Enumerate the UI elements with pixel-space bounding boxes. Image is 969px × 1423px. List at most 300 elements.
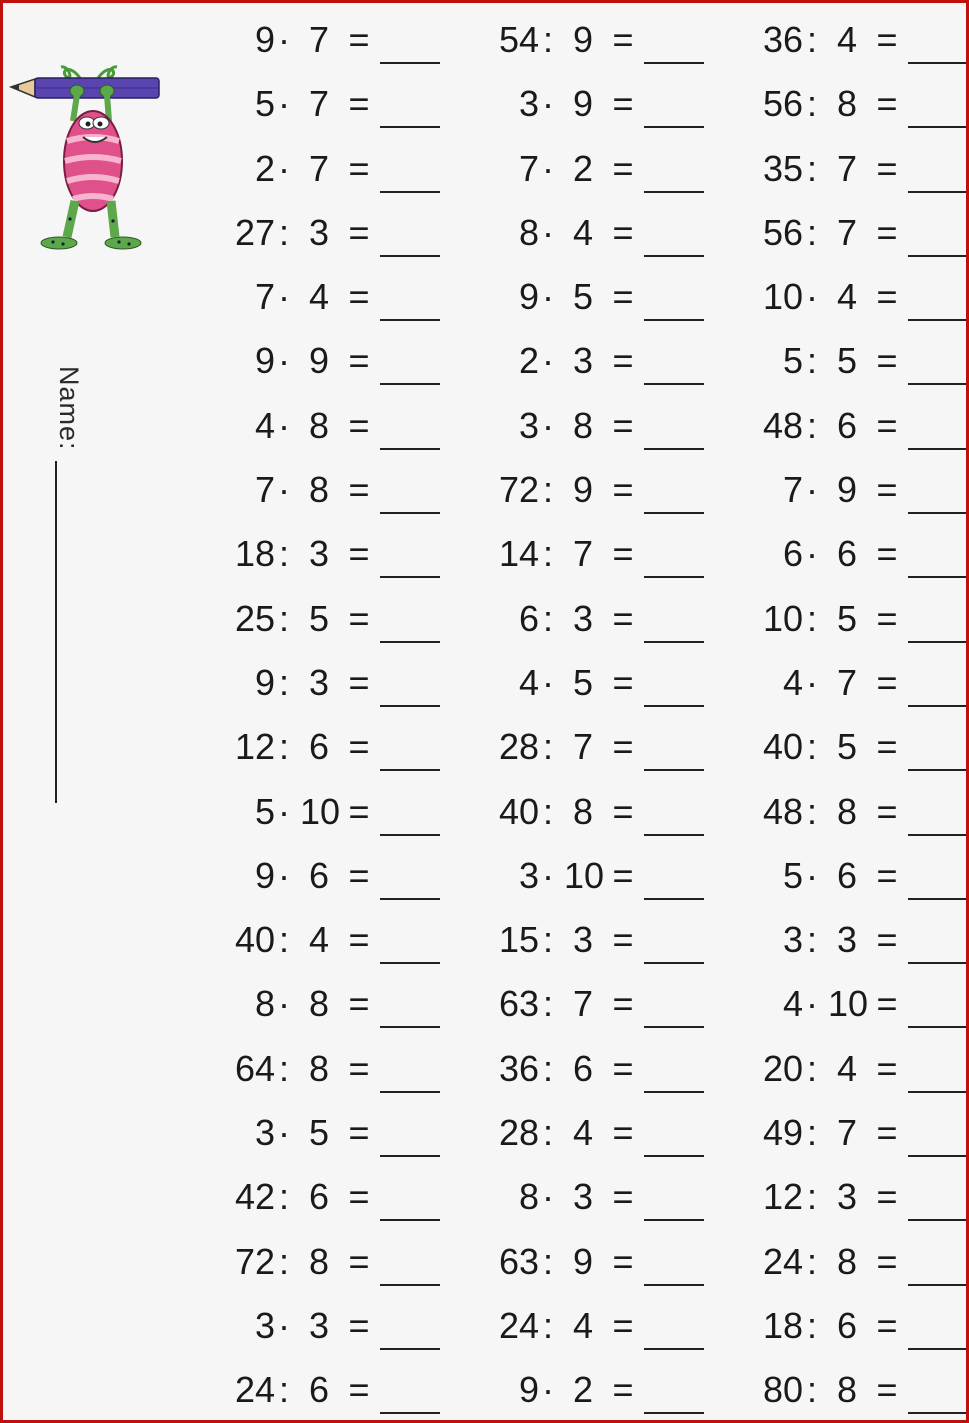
- operator: :: [806, 1369, 817, 1411]
- operator: ·: [542, 1369, 554, 1411]
- operand-a: 7: [782, 469, 803, 511]
- operator: :: [542, 1304, 553, 1346]
- operator: ·: [278, 276, 290, 318]
- operator: ·: [542, 661, 554, 703]
- operator: ·: [542, 83, 554, 125]
- answer-line[interactable]: [908, 1219, 968, 1221]
- answer-line[interactable]: [380, 1091, 440, 1093]
- problem-row: [487, 201, 747, 265]
- equals-sign: =: [612, 919, 634, 961]
- operand-a: 4: [782, 983, 803, 1025]
- problem-row: [751, 972, 969, 1036]
- operand-a: 27: [234, 211, 275, 253]
- answer-line[interactable]: [380, 512, 440, 514]
- equals-sign: =: [348, 597, 370, 639]
- operand-a: 24: [762, 1240, 803, 1282]
- operand-a: 9: [254, 854, 275, 896]
- problem-row: [487, 1101, 747, 1165]
- equals-sign: =: [612, 1304, 634, 1346]
- operator: ·: [806, 983, 818, 1025]
- operand-b: 3: [572, 919, 594, 961]
- answer-line[interactable]: [380, 641, 440, 643]
- operand-a: 63: [498, 983, 539, 1025]
- equals-sign: =: [876, 211, 898, 253]
- answer-line[interactable]: [644, 1091, 704, 1093]
- answer-line[interactable]: [644, 512, 704, 514]
- answer-line[interactable]: [380, 576, 440, 578]
- answer-line[interactable]: [908, 576, 968, 578]
- problem-row: [751, 1101, 969, 1165]
- operand-b: 9: [572, 83, 594, 125]
- operand-b: 4: [308, 276, 330, 318]
- answer-line[interactable]: [908, 1412, 968, 1414]
- answer-line[interactable]: [644, 641, 704, 643]
- operand-a: 18: [762, 1304, 803, 1346]
- operand-b: 9: [572, 19, 594, 60]
- operand-a: 5: [782, 854, 803, 896]
- equals-sign: =: [612, 469, 634, 511]
- operand-b: 4: [836, 276, 858, 318]
- operator: :: [278, 1047, 289, 1089]
- operator: :: [806, 919, 817, 961]
- answer-line[interactable]: [908, 705, 968, 707]
- operator: ·: [542, 211, 554, 253]
- problem-row: [223, 587, 483, 651]
- problem-column-1: [223, 8, 483, 1423]
- operand-b: 4: [836, 19, 858, 60]
- problem-row: [751, 1037, 969, 1101]
- answer-line[interactable]: [380, 1412, 440, 1414]
- problem-row: [751, 587, 969, 651]
- problem-row: [223, 8, 483, 72]
- operand-b: 8: [308, 983, 330, 1025]
- answer-line[interactable]: [644, 834, 704, 836]
- answer-line[interactable]: [908, 62, 968, 64]
- operator: :: [278, 533, 289, 575]
- operand-a: 5: [254, 790, 275, 832]
- answer-line[interactable]: [380, 383, 440, 385]
- answer-line[interactable]: [644, 1284, 704, 1286]
- operator: :: [542, 983, 553, 1025]
- answer-line[interactable]: [908, 1155, 968, 1157]
- operand-b: 6: [308, 726, 330, 768]
- problem-row: [487, 651, 747, 715]
- problem-row: [751, 908, 969, 972]
- operator: ·: [806, 276, 818, 318]
- equals-sign: =: [612, 661, 634, 703]
- operand-b: 7: [836, 1112, 858, 1154]
- operand-b: 6: [308, 1176, 330, 1218]
- operand-b: 9: [572, 469, 594, 511]
- operand-b: 7: [572, 533, 594, 575]
- operand-a: 7: [254, 276, 275, 318]
- equals-sign: =: [612, 83, 634, 125]
- operator: :: [806, 1240, 817, 1282]
- answer-line[interactable]: [380, 1219, 440, 1221]
- answer-line[interactable]: [380, 769, 440, 771]
- name-label: Name:: [54, 366, 84, 451]
- equals-sign: =: [876, 83, 898, 125]
- problem-row: [223, 780, 483, 844]
- equals-sign: =: [876, 1176, 898, 1218]
- equals-sign: =: [348, 726, 370, 768]
- operand-b: 6: [836, 533, 858, 575]
- equals-sign: =: [348, 983, 370, 1025]
- operand-b: 4: [572, 1112, 594, 1154]
- operand-b: 8: [572, 790, 594, 832]
- answer-line[interactable]: [644, 319, 704, 321]
- equals-sign: =: [876, 147, 898, 189]
- equals-sign: =: [876, 854, 898, 896]
- problem-row: [487, 394, 747, 458]
- answer-line[interactable]: [380, 1026, 440, 1028]
- equals-sign: =: [612, 1369, 634, 1411]
- problem-row: [223, 1294, 483, 1358]
- answer-line[interactable]: [644, 448, 704, 450]
- operand-a: 12: [234, 726, 275, 768]
- operand-b: 7: [836, 661, 858, 703]
- problem-row: [487, 522, 747, 586]
- operand-a: 54: [498, 19, 539, 60]
- operand-a: 35: [762, 147, 803, 189]
- equals-sign: =: [876, 1369, 898, 1411]
- operator: :: [278, 597, 289, 639]
- problem-row: [223, 1101, 483, 1165]
- equals-sign: =: [612, 1047, 634, 1089]
- problem-row: [487, 1358, 747, 1422]
- equals-sign: =: [876, 1112, 898, 1154]
- answer-line[interactable]: [908, 1284, 968, 1286]
- operand-b: 3: [572, 1176, 594, 1218]
- operand-a: 40: [234, 919, 275, 961]
- name-field[interactable]: [53, 366, 93, 806]
- answer-line[interactable]: [644, 705, 704, 707]
- problem-row: [487, 329, 747, 393]
- answer-line[interactable]: [908, 383, 968, 385]
- operator: :: [542, 597, 553, 639]
- equals-sign: =: [612, 790, 634, 832]
- operator: :: [278, 919, 289, 961]
- problem-row: [223, 458, 483, 522]
- operand-a: 9: [518, 1369, 539, 1411]
- equals-sign: =: [612, 1112, 634, 1154]
- operand-a: 18: [234, 533, 275, 575]
- equals-sign: =: [612, 276, 634, 318]
- answer-line[interactable]: [380, 126, 440, 128]
- problem-row: [223, 908, 483, 972]
- problem-row: [751, 458, 969, 522]
- operand-a: 9: [254, 661, 275, 703]
- equals-sign: =: [348, 1304, 370, 1346]
- problem-row: [751, 844, 969, 908]
- answer-line[interactable]: [644, 191, 704, 193]
- answer-line[interactable]: [380, 1155, 440, 1157]
- answer-line[interactable]: [380, 62, 440, 64]
- operator: :: [806, 19, 817, 60]
- problem-row: [223, 329, 483, 393]
- operator: :: [542, 1112, 553, 1154]
- answer-line[interactable]: [644, 62, 704, 64]
- equals-sign: =: [876, 533, 898, 575]
- problem-row: [751, 8, 969, 72]
- operand-b: 8: [308, 1240, 330, 1282]
- equals-sign: =: [348, 469, 370, 511]
- operator: :: [806, 1047, 817, 1089]
- problem-row: [751, 651, 969, 715]
- operand-b: 7: [308, 83, 330, 125]
- operand-a: 2: [254, 147, 275, 189]
- operand-a: 2: [518, 340, 539, 382]
- operand-a: 9: [254, 340, 275, 382]
- operator: ·: [806, 533, 818, 575]
- operator: :: [806, 597, 817, 639]
- problem-row: [751, 265, 969, 329]
- operand-a: 36: [762, 19, 803, 60]
- operand-b: 8: [836, 790, 858, 832]
- operand-b: 5: [836, 597, 858, 639]
- answer-line[interactable]: [908, 962, 968, 964]
- answer-line[interactable]: [380, 962, 440, 964]
- equals-sign: =: [876, 1047, 898, 1089]
- operand-b: 9: [308, 340, 330, 382]
- answer-line[interactable]: [908, 1091, 968, 1093]
- operand-a: 9: [254, 19, 275, 60]
- operator: :: [806, 726, 817, 768]
- operand-b: 3: [308, 661, 330, 703]
- equals-sign: =: [876, 404, 898, 446]
- problem-row: [751, 329, 969, 393]
- operator: ·: [542, 147, 554, 189]
- answer-line[interactable]: [908, 126, 968, 128]
- answer-line[interactable]: [380, 255, 440, 257]
- equals-sign: =: [612, 147, 634, 189]
- answer-line[interactable]: [380, 834, 440, 836]
- operand-a: 56: [762, 211, 803, 253]
- operator: :: [542, 19, 553, 60]
- equals-sign: =: [348, 790, 370, 832]
- operand-b: 8: [572, 404, 594, 446]
- operator: ·: [806, 854, 818, 896]
- operand-a: 28: [498, 726, 539, 768]
- operand-b: 8: [308, 404, 330, 446]
- problem-row: [487, 72, 747, 136]
- operand-a: 24: [498, 1304, 539, 1346]
- operand-a: 4: [254, 404, 275, 446]
- operand-b: 6: [836, 404, 858, 446]
- operand-a: 72: [234, 1240, 275, 1282]
- operand-a: 5: [782, 340, 803, 382]
- problem-row: [223, 1165, 483, 1229]
- operand-b: 7: [836, 147, 858, 189]
- answer-line[interactable]: [644, 898, 704, 900]
- equals-sign: =: [612, 211, 634, 253]
- problem-row: [487, 265, 747, 329]
- operand-a: 12: [762, 1176, 803, 1218]
- operand-b: 6: [308, 1369, 330, 1411]
- equals-sign: =: [348, 533, 370, 575]
- answer-line[interactable]: [908, 898, 968, 900]
- answer-line[interactable]: [908, 834, 968, 836]
- operand-a: 20: [762, 1047, 803, 1089]
- problem-row: [487, 844, 747, 908]
- equals-sign: =: [876, 661, 898, 703]
- answer-line[interactable]: [644, 383, 704, 385]
- equals-sign: =: [348, 276, 370, 318]
- operator: :: [542, 919, 553, 961]
- operand-b: 10: [299, 790, 341, 832]
- operand-b: 6: [836, 1304, 858, 1346]
- problem-row: [223, 844, 483, 908]
- answer-line[interactable]: [644, 1026, 704, 1028]
- equals-sign: =: [876, 983, 898, 1025]
- operand-b: 5: [572, 276, 594, 318]
- operand-b: 9: [836, 469, 858, 511]
- answer-line[interactable]: [380, 191, 440, 193]
- answer-line[interactable]: [644, 126, 704, 128]
- answer-line[interactable]: [644, 255, 704, 257]
- answer-line[interactable]: [644, 1412, 704, 1414]
- answer-line[interactable]: [908, 1348, 968, 1350]
- pencil-monster-illustration: [9, 51, 161, 256]
- operator: ·: [542, 340, 554, 382]
- problem-row: [751, 1230, 969, 1294]
- operand-a: 5: [254, 83, 275, 125]
- problem-row: [223, 137, 483, 201]
- equals-sign: =: [612, 533, 634, 575]
- equals-sign: =: [876, 340, 898, 382]
- problem-row: [487, 715, 747, 779]
- operator: :: [806, 790, 817, 832]
- answer-line[interactable]: [644, 769, 704, 771]
- operand-b: 3: [572, 597, 594, 639]
- operand-b: 5: [308, 597, 330, 639]
- operator: ·: [542, 404, 554, 446]
- operand-a: 8: [518, 211, 539, 253]
- operand-a: 72: [498, 469, 539, 511]
- equals-sign: =: [348, 1240, 370, 1282]
- operand-b: 8: [836, 1369, 858, 1411]
- problem-row: [487, 908, 747, 972]
- equals-sign: =: [348, 919, 370, 961]
- operand-a: 15: [498, 919, 539, 961]
- equals-sign: =: [612, 340, 634, 382]
- problem-row: [751, 1294, 969, 1358]
- equals-sign: =: [876, 276, 898, 318]
- operator: :: [542, 790, 553, 832]
- operand-b: 7: [572, 726, 594, 768]
- answer-line[interactable]: [644, 962, 704, 964]
- problem-row: [223, 1358, 483, 1422]
- operator: :: [278, 211, 289, 253]
- problem-row: [223, 715, 483, 779]
- name-write-line[interactable]: [55, 461, 57, 803]
- answer-line[interactable]: [380, 319, 440, 321]
- answer-line[interactable]: [644, 1219, 704, 1221]
- answer-line[interactable]: [644, 1348, 704, 1350]
- operator: ·: [278, 790, 290, 832]
- operand-a: 40: [762, 726, 803, 768]
- operator: ·: [278, 854, 290, 896]
- answer-line[interactable]: [644, 576, 704, 578]
- answer-line[interactable]: [908, 255, 968, 257]
- equals-sign: =: [612, 597, 634, 639]
- operator: ·: [278, 1112, 290, 1154]
- operand-a: 7: [254, 469, 275, 511]
- problem-row: [751, 780, 969, 844]
- operator: :: [542, 726, 553, 768]
- operator: ·: [806, 661, 818, 703]
- operand-b: 10: [563, 854, 605, 896]
- answer-line[interactable]: [908, 448, 968, 450]
- operator: :: [278, 1176, 289, 1218]
- operand-b: 8: [308, 469, 330, 511]
- problem-row: [751, 394, 969, 458]
- answer-line[interactable]: [908, 319, 968, 321]
- equals-sign: =: [348, 83, 370, 125]
- operand-b: 3: [836, 1176, 858, 1218]
- answer-line[interactable]: [908, 641, 968, 643]
- answer-line[interactable]: [380, 1348, 440, 1350]
- answer-line[interactable]: [908, 769, 968, 771]
- answer-line[interactable]: [908, 512, 968, 514]
- problem-row: [751, 72, 969, 136]
- operand-a: 3: [254, 1304, 275, 1346]
- operator: :: [542, 1047, 553, 1089]
- answer-line[interactable]: [380, 705, 440, 707]
- operator: :: [806, 1304, 817, 1346]
- operand-b: 7: [572, 983, 594, 1025]
- operand-a: 42: [234, 1176, 275, 1218]
- operand-a: 63: [498, 1240, 539, 1282]
- answer-line[interactable]: [380, 1284, 440, 1286]
- problem-row: [223, 265, 483, 329]
- problem-row: [487, 458, 747, 522]
- equals-sign: =: [348, 1112, 370, 1154]
- problem-row: [223, 522, 483, 586]
- problem-row: [751, 1165, 969, 1229]
- operator: :: [806, 404, 817, 446]
- answer-line[interactable]: [380, 898, 440, 900]
- problem-row: [487, 780, 747, 844]
- equals-sign: =: [348, 1369, 370, 1411]
- operand-b: 3: [308, 211, 330, 253]
- operand-a: 3: [518, 854, 539, 896]
- operand-a: 48: [762, 790, 803, 832]
- operator: :: [278, 726, 289, 768]
- operand-a: 8: [254, 983, 275, 1025]
- answer-line[interactable]: [908, 1026, 968, 1028]
- operator: :: [806, 211, 817, 253]
- equals-sign: =: [612, 1176, 634, 1218]
- operand-b: 8: [836, 83, 858, 125]
- problem-row: [751, 201, 969, 265]
- equals-sign: =: [612, 404, 634, 446]
- answer-line[interactable]: [908, 191, 968, 193]
- problem-column-3: [751, 8, 969, 1423]
- equals-sign: =: [612, 19, 634, 60]
- operator: :: [278, 661, 289, 703]
- operand-b: 5: [308, 1112, 330, 1154]
- operand-a: 4: [518, 661, 539, 703]
- operand-b: 5: [836, 726, 858, 768]
- operator: :: [542, 533, 553, 575]
- answer-line[interactable]: [644, 1155, 704, 1157]
- problem-row: [223, 1037, 483, 1101]
- answer-line[interactable]: [380, 448, 440, 450]
- problem-row: [487, 8, 747, 72]
- equals-sign: =: [612, 854, 634, 896]
- operator: ·: [278, 983, 290, 1025]
